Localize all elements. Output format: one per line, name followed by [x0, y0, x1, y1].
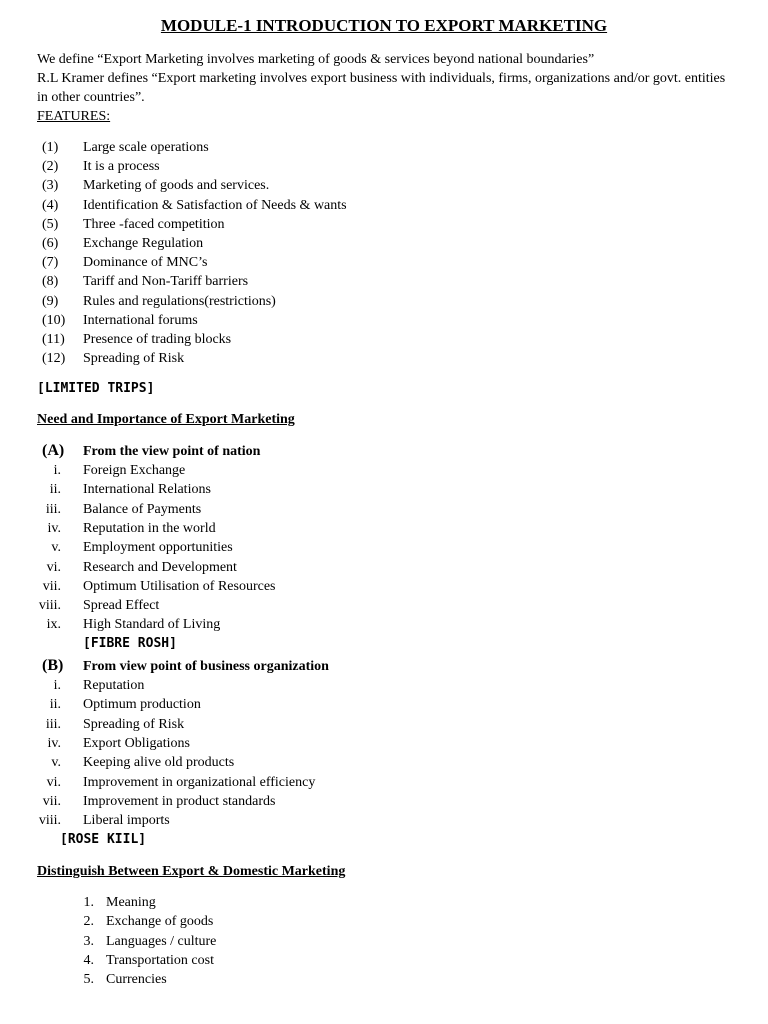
business-item [0, 753, 768, 772]
distinguish-item-text: Meaning [106, 895, 156, 910]
nation-item [0, 577, 768, 596]
nation-item [0, 519, 768, 538]
business-item [0, 715, 768, 734]
business-item-text: Liberal imports [83, 813, 170, 829]
feature-item [0, 330, 768, 349]
distinguish-item [0, 970, 768, 989]
feature-item [0, 311, 768, 330]
feature-item [0, 196, 768, 215]
feature-item [0, 157, 768, 176]
feature-item-text: Three -faced competition [83, 216, 225, 232]
business-item [0, 676, 768, 695]
distinguish-item-number: 3. [83, 933, 94, 949]
feature-item-text: Large scale operations [83, 140, 209, 155]
business-item [0, 792, 768, 811]
feature-item-number: (5) [42, 216, 59, 232]
feature-item-text: Identification & Satisfaction of Needs & wants [83, 197, 347, 213]
distinguish-item-text: Currencies [106, 972, 167, 988]
nation-item-number: v. [51, 540, 61, 556]
feature-item-text: Tariff and Non-Tariff barriers [83, 274, 249, 290]
distinguish-item-text: Exchange of goods [106, 914, 214, 930]
distinguish-item-number: 4. [83, 952, 94, 968]
nation-item [0, 480, 768, 499]
nation-item-number: iv. [47, 520, 61, 536]
nation-item-text: International Relations [83, 482, 211, 498]
section-a-header [0, 441, 768, 461]
feature-item-text: Presence of trading blocks [83, 332, 232, 347]
feature-item-number: (1) [42, 140, 59, 155]
nation-item-number: viii. [38, 598, 61, 614]
feature-item-number: (11) [42, 332, 65, 347]
nation-item-text: Reputation in the world [83, 520, 216, 536]
definition-2: R.L Kramer defines “Export marketing involves export business with individuals, firms, organizations and/or govt. entities in other countries”. [37, 71, 726, 105]
need-heading: Need and Importance of Export Marketing [37, 412, 295, 427]
section-a-title: From the view point of nation [83, 444, 261, 459]
section-a-mnemonic: [FIBRE ROSH] [83, 636, 177, 651]
feature-item [0, 253, 768, 272]
feature-item-number: (12) [42, 351, 66, 367]
nation-item [0, 615, 768, 634]
nation-item-number: i. [53, 463, 61, 478]
business-item-number: i. [53, 678, 61, 693]
feature-item-text: Rules and regulations(restrictions) [83, 293, 276, 309]
feature-item-text: Spreading of Risk [83, 351, 185, 367]
business-item-number: vii. [42, 793, 61, 809]
definition-1: We define “Export Marketing involves marketing of goods & services beyond national boundaries” [37, 52, 595, 67]
business-item-text: Keeping alive old products [83, 755, 235, 771]
distinguish-heading: Distinguish Between Export & Domestic Marketing [37, 864, 346, 879]
feature-item-text: Marketing of goods and services. [83, 178, 270, 194]
business-item-number: viii. [38, 813, 61, 829]
nation-item-number: ii. [49, 482, 61, 498]
feature-item-number: (2) [42, 159, 59, 175]
feature-item [0, 292, 768, 311]
business-item-number: iii. [45, 716, 61, 732]
feature-item-number: (6) [42, 236, 59, 251]
feature-item [0, 215, 768, 234]
feature-item [0, 138, 768, 157]
nation-item-text: Foreign Exchange [83, 463, 186, 478]
nation-item [0, 558, 768, 577]
nation-item-number: vii. [42, 578, 61, 594]
distinguish-item-number: 1. [83, 895, 94, 910]
nation-item [0, 596, 768, 615]
nation-item [0, 538, 768, 557]
business-item-number: ii. [49, 697, 61, 713]
business-item-text: Reputation [83, 678, 145, 693]
feature-item-number: (8) [42, 274, 59, 290]
distinguish-item-number: 5. [83, 972, 94, 988]
nation-item-text: Balance of Payments [83, 501, 202, 517]
distinguish-item [0, 932, 768, 951]
business-item [0, 695, 768, 714]
nation-item-number: ix. [46, 617, 61, 633]
features-mnemonic: [LIMITED TRIPS] [37, 381, 155, 396]
section-a-letter: (A) [42, 442, 65, 459]
features-heading: FEATURES: [37, 109, 111, 124]
feature-item-text: It is a process [83, 159, 160, 175]
business-item-text: Improvement in product standards [83, 793, 276, 809]
business-item [0, 734, 768, 753]
feature-item-text: International forums [83, 312, 198, 328]
nation-item-text: Spread Effect [83, 598, 160, 614]
distinguish-item-number: 2. [83, 914, 94, 930]
feature-item [0, 349, 768, 368]
feature-item [0, 272, 768, 291]
nation-item-text: Optimum Utilisation of Resources [83, 578, 276, 594]
nation-item-text: Research and Development [83, 559, 237, 575]
distinguish-item [0, 951, 768, 970]
section-b-mnemonic: [ROSE KIIL] [60, 832, 147, 847]
nation-item-text: High Standard of Living [83, 617, 221, 633]
feature-item-number: (10) [42, 312, 66, 328]
feature-item-number: (9) [42, 293, 59, 309]
feature-item-number: (7) [42, 255, 59, 271]
page-title: MODULE-1 INTRODUCTION TO EXPORT MARKETING [160, 16, 608, 35]
feature-item [0, 234, 768, 253]
distinguish-item [0, 912, 768, 931]
business-item-text: Export Obligations [83, 735, 190, 751]
nation-item [0, 461, 768, 480]
section-b-title: From view point of business organization [83, 659, 329, 674]
business-item-number: iv. [47, 735, 61, 751]
nation-item-number: iii. [45, 501, 61, 517]
nation-item-number: vi. [46, 559, 61, 575]
business-item-number: v. [51, 755, 61, 771]
business-item-text: Spreading of Risk [83, 716, 185, 732]
feature-item-number: (4) [42, 197, 59, 213]
business-item-text: Optimum production [83, 697, 201, 713]
nation-item [0, 500, 768, 519]
nation-item-text: Employment opportunities [83, 540, 233, 556]
section-b-header [0, 656, 768, 676]
business-item-number: vi. [46, 774, 61, 790]
feature-item-number: (3) [42, 178, 59, 194]
business-item [0, 811, 768, 830]
distinguish-item-text: Transportation cost [106, 952, 214, 968]
distinguish-item [0, 893, 768, 912]
business-item [0, 773, 768, 792]
feature-item-text: Exchange Regulation [83, 236, 204, 251]
distinguish-item-text: Languages / culture [106, 933, 217, 949]
section-b-letter: (B) [42, 657, 64, 674]
business-item-text: Improvement in organizational efficiency [83, 774, 316, 790]
feature-item [0, 176, 768, 195]
feature-item-text: Dominance of MNC’s [83, 255, 208, 271]
